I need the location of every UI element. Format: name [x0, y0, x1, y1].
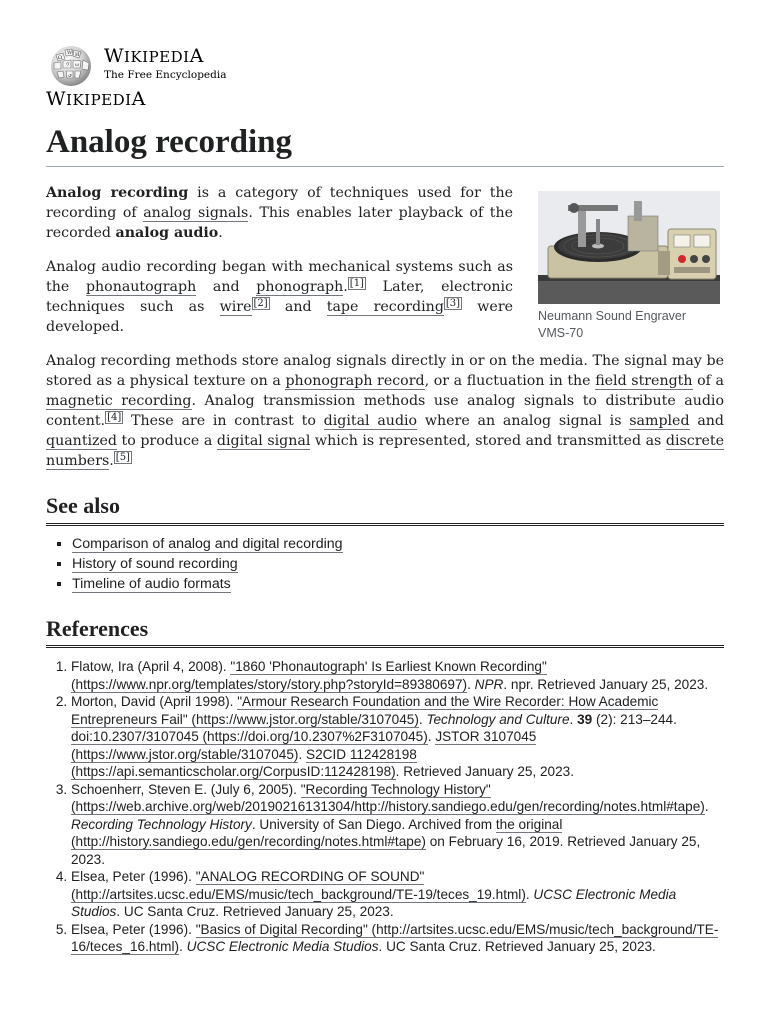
paragraph-methods [46, 351, 724, 471]
reference-item [71, 693, 724, 781]
text: (2): 213–244. [592, 711, 677, 727]
see-also-heading: See also [46, 493, 724, 525]
citation-5[interactable]: [5] [115, 451, 130, 463]
svg-text:ي: ي [68, 72, 72, 78]
reference-item [71, 781, 724, 869]
svg-text:W: W [67, 50, 73, 56]
wordmark-block [104, 47, 226, 81]
link-field-strength[interactable]: field strength [595, 373, 693, 390]
text: . [109, 453, 114, 470]
text: . [179, 939, 187, 955]
wordmark2-first: W [46, 88, 67, 110]
link-phonograph[interactable]: phonograph [256, 279, 344, 296]
text: of a [692, 373, 724, 390]
link-history-sound-recording[interactable]: History of sound recording [72, 555, 238, 572]
reference-link[interactable]: "Armour Research Foundation and the Wire Recorder: How Academic Entrepreneurs Fail" (https://www.jstor.org/stable/3107045) [71, 694, 659, 727]
link-timeline-audio-formats[interactable]: Timeline of audio formats [72, 575, 231, 592]
text: . UC Santa Cruz. Retrieved January 25, 2023. [378, 939, 656, 955]
text: where an analog signal is [417, 413, 630, 430]
reference-link[interactable]: "Recording Technology History" (https://web.archive.org/web/20190216131304/http://history.sandiego.edu/gen/recording/notes.html#tape) [71, 781, 705, 815]
link-sampled[interactable]: sampled [629, 413, 690, 430]
text: . [704, 799, 709, 815]
reference-link[interactable]: "Basics of Digital Recording" (http://artsites.ucsc.edu/EMS/music/tech_background/TE-16/teces_16.html) [71, 921, 719, 955]
wordmark-rest: IKIPEDI [124, 48, 190, 67]
figure [538, 191, 720, 342]
text: Elsea, Peter (1996). [71, 869, 196, 885]
text: . UC Santa Cruz. Retrieved January 25, 2023. [116, 904, 394, 920]
text: . University of San Diego. Archived from [251, 816, 496, 832]
wordmark [104, 47, 226, 66]
svg-text:ω: ω [75, 62, 80, 68]
wordmark-last: A [189, 45, 204, 68]
svg-text:И: И [75, 52, 80, 58]
text: . This enables later playback of the recorded [46, 205, 513, 242]
text: Flatow, Ira (April 4, 2008). [71, 659, 231, 675]
link-discrete-numbers[interactable]: discrete numbers [46, 433, 724, 470]
paragraph-intro [46, 183, 513, 243]
references-heading: References [46, 616, 724, 648]
publication: Technology and Culture [426, 711, 570, 727]
link-phonograph-record[interactable]: phonograph record [285, 373, 425, 390]
text: and [196, 279, 257, 296]
link-analog-signals[interactable]: analog signals [143, 205, 249, 222]
reference-item [71, 921, 724, 956]
text: Elsea, Peter (1996). [71, 921, 196, 937]
text: is a category of techniques used for the recording of [46, 185, 514, 222]
text: . [218, 225, 223, 242]
original-link[interactable]: the original (http://history.sandiego.edu/gen/recording/notes.html#tape) [71, 816, 563, 850]
text: . Retrieved January 25, 2023. [395, 764, 575, 780]
wikipedia-logo[interactable] [46, 40, 724, 88]
citation-1[interactable]: [1] [349, 277, 364, 289]
link-comparison[interactable]: Comparison of analog and digital recording [72, 535, 343, 552]
list-item [72, 574, 724, 594]
publication: UCSC Electronic Media Studios [71, 886, 677, 920]
svg-text:ウ: ウ [65, 62, 71, 68]
text: Analog audio recording began with mechanical systems such as the [46, 259, 513, 296]
reference-item [71, 658, 724, 693]
text: Schoenherr, Steven E. (July 6, 2005). [71, 781, 301, 797]
text: . [343, 279, 348, 296]
wordmark2-rest: IKIPEDI [66, 91, 132, 109]
link-tape-recording[interactable]: tape recording [326, 299, 444, 316]
methods-wrap [46, 353, 724, 469]
link-wire[interactable]: wire [219, 299, 252, 316]
text: Morton, David (April 1998). [71, 694, 238, 710]
text: . [467, 676, 475, 692]
text: . Analog transmission methods use analog signals to distribute audio content. [46, 393, 725, 430]
text: . [525, 886, 534, 902]
text: to produce a [117, 433, 217, 450]
paragraph-history [46, 257, 513, 337]
text: and [269, 299, 327, 316]
link-quantized[interactable]: quantized [46, 433, 118, 450]
reference-link[interactable]: "ANALOG RECORDING OF SOUND" (http://artsites.ucsc.edu/EMS/music/tech_background/TE-19/teces_19.html) [71, 869, 526, 902]
references-list [46, 658, 724, 956]
article-body [46, 183, 724, 471]
citation-3[interactable]: [3] [445, 297, 461, 309]
text: These are in contrast to [123, 413, 324, 430]
list-item [72, 554, 724, 574]
text: . [569, 711, 578, 727]
text: . [298, 746, 306, 762]
text: , or a fluctuation in the [424, 373, 596, 390]
text: Analog recording methods store analog signals directly in or on the media. The signal may be stored as a physical texture on a [46, 353, 724, 390]
list-item [72, 534, 724, 554]
jstor-link[interactable]: JSTOR 3107045 (https://www.jstor.org/stable/3107045) [71, 729, 537, 762]
tagline: The Free Encyclopedia [104, 69, 227, 82]
link-digital-signal[interactable]: digital signal [216, 433, 311, 450]
s2cid-link[interactable]: S2CID 112428198 (https://api.semanticscholar.org/CorpusID:112428198) [71, 746, 417, 780]
text: . [427, 729, 436, 745]
publication: NPR [474, 676, 504, 692]
reference-item [71, 868, 724, 921]
link-digital-audio[interactable]: digital audio [323, 413, 418, 430]
figure-caption: Neumann Sound Engraver VMS-70 [538, 309, 687, 341]
text: which is represented, stored and transmitted as [310, 433, 666, 450]
page-title: Analog recording [46, 124, 724, 167]
sound-engraver-photo[interactable] [538, 191, 720, 304]
text: . npr. Retrieved January 25, 2023. [503, 676, 709, 692]
text: were developed. [46, 299, 514, 336]
citation-2[interactable]: [2] [253, 297, 268, 309]
svg-text:Ω: Ω [58, 55, 63, 61]
link-magnetic-recording[interactable]: magnetic recording [46, 393, 192, 410]
text: on February 16, 2019. Retrieved January 25, 2023. [71, 834, 701, 867]
doi-link[interactable]: doi:10.2307/3107045 (https://doi.org/10.2307%2F3107045) [71, 729, 428, 745]
text: and [689, 413, 724, 430]
publication: Recording Technology History [71, 816, 252, 832]
wordmark-secondary [46, 88, 724, 110]
volume: 39 [577, 711, 593, 727]
term-analog-recording: Analog recording [46, 185, 189, 202]
citation-4[interactable]: [4] [107, 411, 122, 423]
text: Later, electronic techniques such as [46, 279, 513, 316]
wordmark2-last: A [131, 88, 146, 110]
reference-link[interactable]: "1860 'Phonautograph' Is Earliest Known Recording" (https://www.npr.org/templates/story/story.php?storyId=89380697) [71, 659, 547, 692]
link-phonautograph[interactable]: phonautograph [85, 279, 197, 296]
article-page [46, 40, 724, 956]
text: . [418, 711, 427, 727]
wikipedia-globe-icon [46, 41, 96, 87]
wordmark-first: W [104, 45, 125, 68]
publication: UCSC Electronic Media Studios [186, 939, 379, 955]
see-also-list [46, 534, 724, 594]
term-analog-audio: analog audio [115, 225, 219, 242]
